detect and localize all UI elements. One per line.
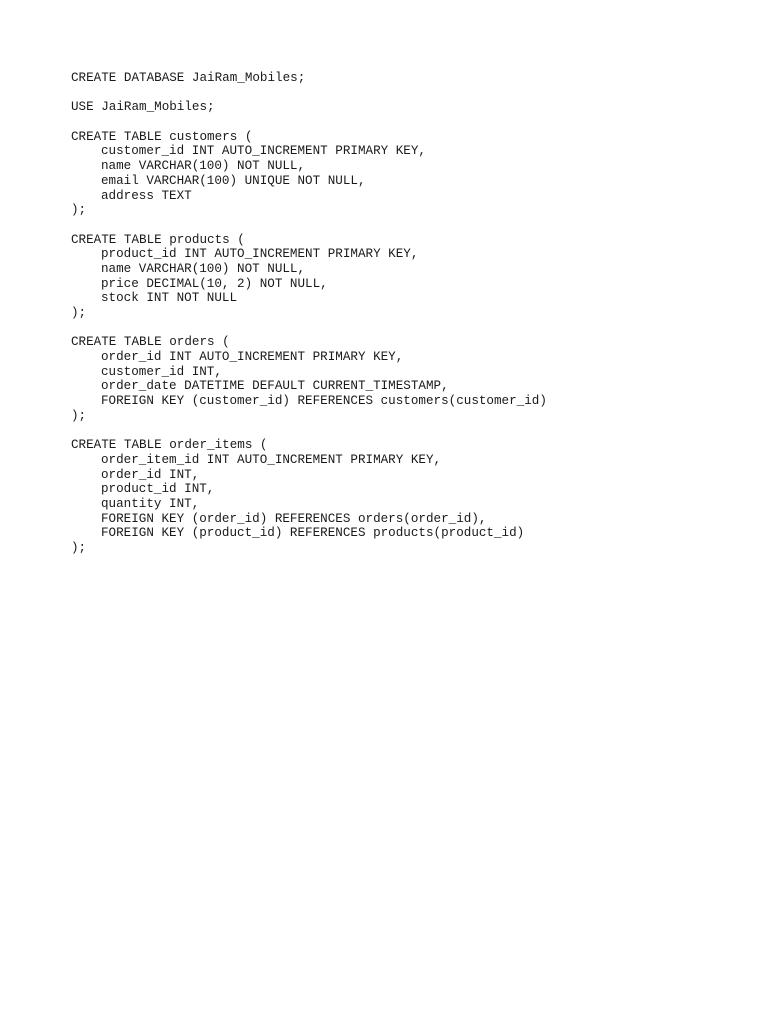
- create-table-customers: [71, 130, 547, 218]
- column-definition: order_id INT AUTO_INCREMENT PRIMARY KEY,: [101, 350, 404, 365]
- create-table-products: [71, 233, 547, 321]
- blank-line: [71, 86, 547, 101]
- column-definition: customer_id INT,: [101, 364, 222, 379]
- create-table-order-items: [71, 438, 547, 556]
- column-definition: name VARCHAR(100) NOT NULL,: [101, 159, 306, 174]
- create-database-statement: CREATE DATABASE JaiRam_Mobiles;: [71, 71, 306, 85]
- column-definition: order_id INT,: [101, 467, 200, 482]
- column-definition: quantity INT,: [101, 496, 200, 511]
- table-header: CREATE TABLE orders (: [71, 335, 230, 350]
- column-definition: product_id INT AUTO_INCREMENT PRIMARY KEY,: [101, 247, 419, 262]
- table-header: CREATE TABLE customers (: [71, 129, 253, 144]
- foreign-key-constraint: FOREIGN KEY (customer_id) REFERENCES customers(customer_id): [101, 394, 547, 409]
- table-close: );: [71, 408, 87, 423]
- column-definition: price DECIMAL(10, 2) NOT NULL,: [101, 276, 328, 291]
- column-definition: name VARCHAR(100) NOT NULL,: [101, 261, 306, 276]
- table-close: );: [71, 203, 87, 218]
- table-header: CREATE TABLE products (: [71, 232, 245, 247]
- blank-line: [71, 424, 547, 439]
- table-header: CREATE TABLE order_items (: [71, 438, 268, 453]
- foreign-key-constraint: FOREIGN KEY (order_id) REFERENCES orders(order_id),: [101, 511, 487, 526]
- column-definition: customer_id INT AUTO_INCREMENT PRIMARY KEY,: [101, 144, 426, 159]
- sql-code-block: [71, 71, 547, 556]
- use-database-statement: USE JaiRam_Mobiles;: [71, 100, 215, 115]
- blank-line: [71, 218, 547, 233]
- column-definition: stock INT NOT NULL: [101, 291, 238, 306]
- table-close: );: [71, 306, 87, 320]
- foreign-key-constraint: FOREIGN KEY (product_id) REFERENCES products(product_id): [101, 526, 525, 541]
- create-table-orders: [71, 335, 547, 423]
- table-close: );: [71, 541, 87, 555]
- blank-line: [71, 321, 547, 336]
- column-definition: email VARCHAR(100) UNIQUE NOT NULL,: [101, 173, 366, 188]
- column-definition: order_date DATETIME DEFAULT CURRENT_TIMESTAMP,: [101, 379, 449, 394]
- column-definition: address TEXT: [101, 188, 192, 203]
- column-definition: product_id INT,: [101, 482, 215, 497]
- column-definition: order_item_id INT AUTO_INCREMENT PRIMARY KEY,: [101, 452, 442, 467]
- blank-line: [71, 115, 547, 130]
